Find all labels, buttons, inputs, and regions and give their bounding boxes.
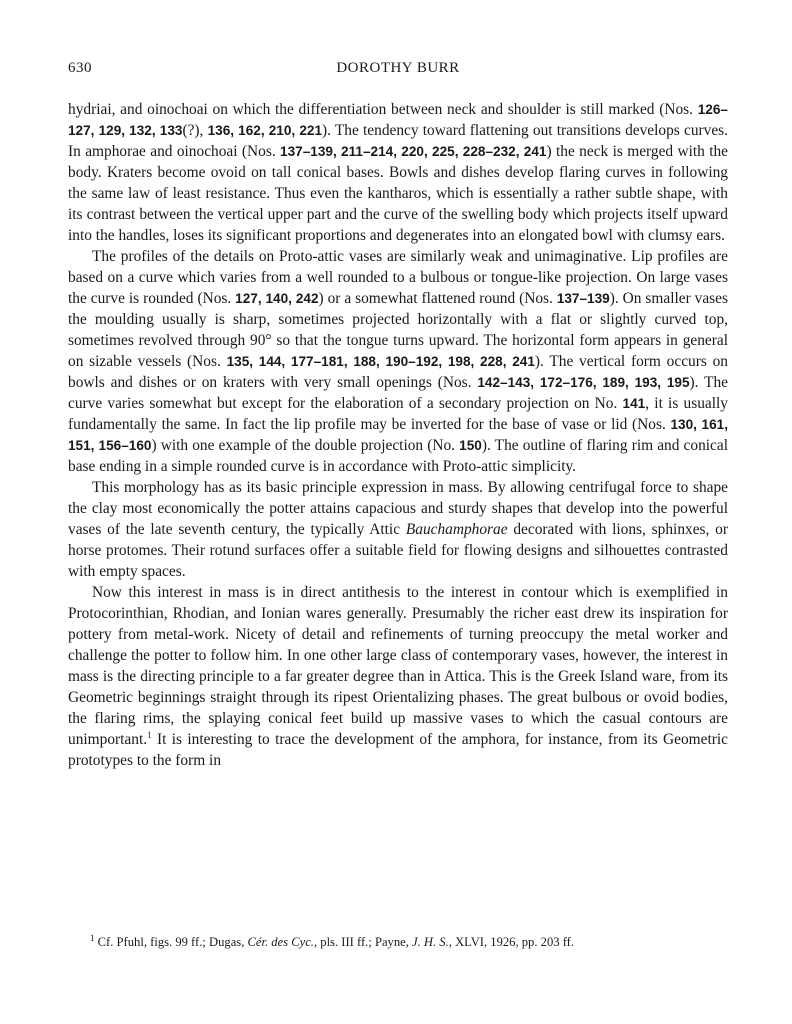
- text-run: , pls. III ff.; Payne,: [313, 935, 413, 949]
- text-run: ). The tendency toward flattening out transitions develops curves. In amphorae and oinochoai (Nos.: [68, 122, 729, 160]
- catalogue-number-ref: 137–139, 211–214, 220, 225, 228–232, 241: [280, 144, 547, 159]
- text-run: Cf. Pfuhl, figs. 99 ff.; Dugas,: [94, 935, 248, 949]
- text-run: It is interesting to trace the development of the amphora, for instance, from its Geometric prototypes to the form in: [68, 731, 728, 769]
- text-run: ). The outline of flaring rim and conical base ending in a simple rounded curve is in accordance with Proto-attic simplicity.: [68, 437, 728, 475]
- paragraph: [68, 477, 728, 582]
- text-run: ). The curve varies somewhat but except for the elaboration of a secondary projection on No.: [68, 374, 728, 412]
- page-header: [68, 60, 728, 82]
- text-run: The profiles of the details on Proto-attic vases are similarly weak and unimaginative. Lip profiles are based on a curve which varies from a well rounded to a bulbous or tongue-like projection. On large vases the curve is rounded (Nos.: [68, 248, 728, 307]
- running-head: DOROTHY BURR: [336, 60, 460, 76]
- text-run: ) the neck is merged with the body. Kraters become ovoid on tall conical bases. Bowls and dishes develop flaring curves in following the same law of least resistance. Thus even the kantharos, which is essentially a rather subtle shape, with its contrast between the vertical upper part and the curve of the swelling body which projects itself upward into the handles, loses its significant proportions and degenerates into an elongated bowl with clumsy ears.: [68, 143, 729, 244]
- italic-text: J. H. S.: [412, 935, 449, 949]
- footnote: [90, 934, 730, 950]
- text-run: ). The vertical form occurs on bowls and dishes or on kraters with very small openings (Nos.: [68, 353, 728, 391]
- catalogue-number-ref: 130, 161, 151, 156–160: [68, 417, 728, 453]
- catalogue-number-ref: 142–143, 172–176, 189, 193, 195: [477, 375, 690, 390]
- text-run: ) with one example of the double projection (No.: [151, 437, 460, 454]
- catalogue-number-ref: 150: [459, 438, 482, 453]
- paragraph: [68, 99, 728, 246]
- page: [68, 60, 728, 771]
- footnote-marker: 1: [147, 729, 152, 740]
- text-run: , it is usually fundamentally the same. In fact the lip profile may be inverted for the base of vase or lid (Nos.: [68, 395, 728, 433]
- text-run: hydriai, and oinochoai on which the differentiation between neck and shoulder is still marked (Nos.: [68, 101, 698, 118]
- text-run: Now this interest in mass is in direct antithesis to the interest in contour which is exemplified in Protocorinthian, Rhodian, and Ionian wares generally. Presumably the richer east drew its inspiration for pottery from metal-work. Nicety of detail and refinements of turning preoccupy the metal worker and challenge the potter to follow him. In one other large class of contemporary vases, however, the interest in mass is the directing principle to a far greater degree than in Attica. This is the Greek Island ware, from its Geometric beginnings straight through its ripest Orientalizing phases. The great bulbous or ovoid bodies, the flaring rims, the splaying conical feet build up massive vases to which the casual contours are unimportant.: [68, 584, 728, 748]
- catalogue-number-ref: 137–139: [556, 291, 610, 306]
- footnote-marker: 1: [90, 932, 95, 943]
- paragraph: [68, 246, 728, 477]
- text-run: ). On smaller vases the moulding usually is sharp, sometimes projected horizontally with a flat or slightly curved top, sometimes revolved through 90° so that the tongue turns upward. The horizontal form appears in general on sizable vessels (Nos.: [68, 290, 728, 370]
- catalogue-number-ref: 136, 162, 210, 221: [207, 123, 323, 138]
- paragraph: [68, 582, 728, 771]
- text-run: ) or a somewhat flattened round (Nos.: [318, 290, 557, 307]
- catalogue-number-ref: 127, 140, 242: [235, 291, 319, 306]
- catalogue-number-ref: 135, 144, 177–181, 188, 190–192, 198, 228, 241: [226, 354, 535, 369]
- catalogue-number-ref: 126–127, 129, 132, 133: [68, 102, 728, 138]
- italic-text: Cér. des Cyc.: [247, 935, 314, 949]
- text-run: This morphology has as its basic principle expression in mass. By allowing centrifugal force to shape the clay most economically the potter attains capacious and sturdy shapes that develop into the powerful vases of the late seventh century, the typically Attic: [68, 479, 728, 538]
- text-run: , XLVI, 1926, pp. 203 ff.: [448, 935, 575, 949]
- page-number: 630: [68, 60, 92, 76]
- text-run: decorated with lions, sphinxes, or horse protomes. Their rotund surfaces offer a suitable field for flowing designs and silhouettes contrasted with empty spaces.: [68, 521, 728, 580]
- body-text: [68, 99, 728, 771]
- text-run: (?),: [182, 122, 208, 139]
- catalogue-number-ref: 141: [622, 396, 646, 411]
- italic-text: Bauchamphorae: [405, 521, 508, 538]
